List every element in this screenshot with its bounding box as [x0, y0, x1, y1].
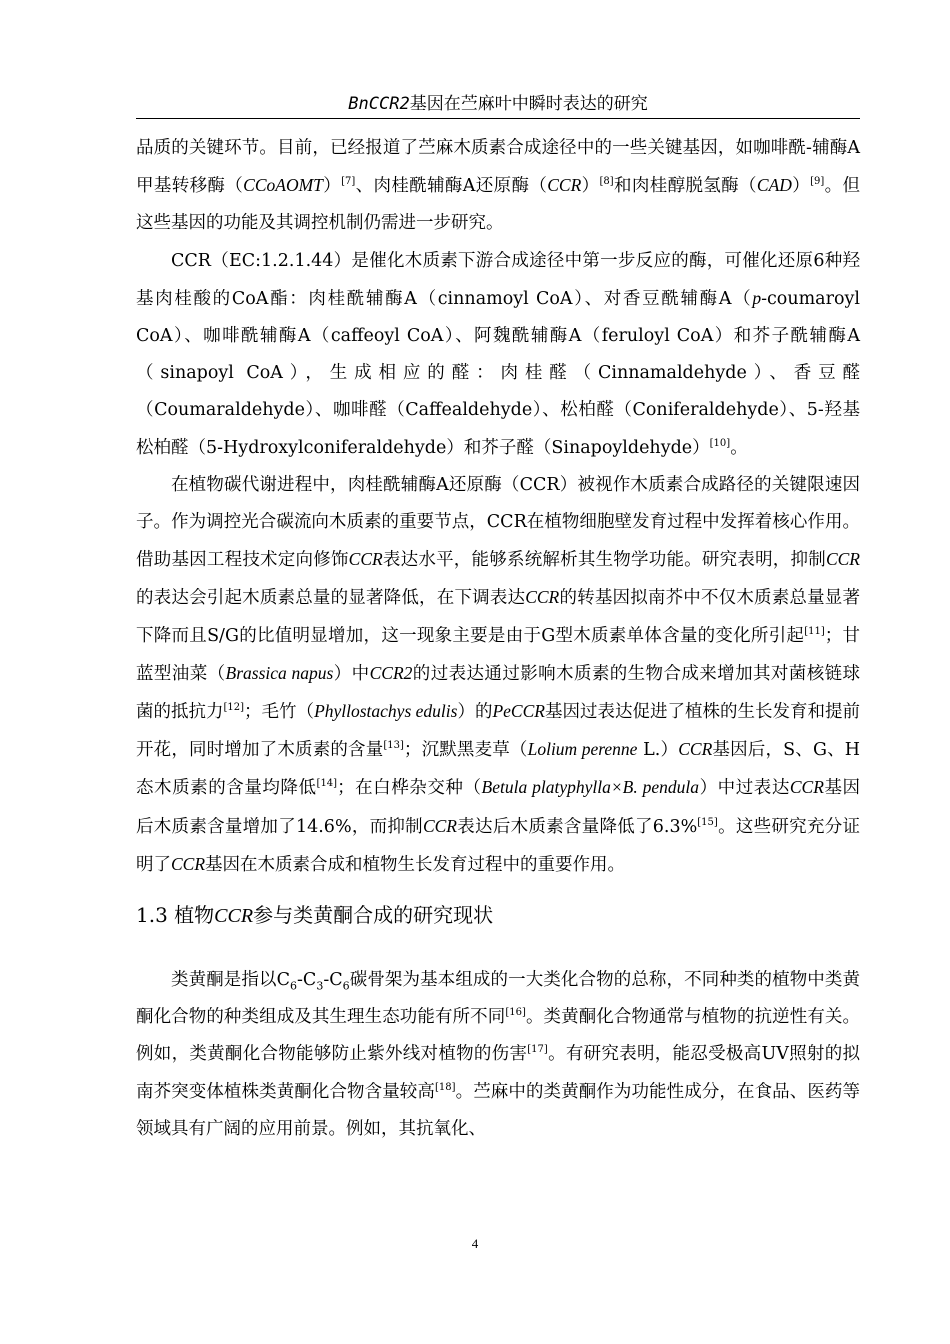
- subscript: 6: [342, 979, 350, 993]
- italic-text: p: [752, 287, 762, 308]
- text: ）的: [457, 702, 493, 723]
- paragraph-2: [136, 243, 860, 467]
- paragraph-1: [136, 130, 860, 243]
- text: 碳骨架为基本组成的一大类化合物的总称，不同种类的植物中类黄酮化合物的种类组成及其生理生态功能有所不同: [136, 970, 861, 1028]
- text: 。有研究表明，能忍受极高UV照射的拟南芥突变体植株类黄酮化合物含量较高: [136, 1044, 860, 1102]
- text: 。: [730, 437, 748, 458]
- text: ）: [581, 176, 600, 197]
- header-title: 基因在苎麻叶中瞬时表达的研究: [409, 94, 648, 114]
- text: 表达后木质素含量降低了6.3%: [457, 816, 698, 837]
- text: 。但这些基因的功能及其调控机制仍需进一步研究。: [136, 176, 861, 234]
- gene-name: CCR: [214, 905, 254, 928]
- species-name: Lolium perenne: [527, 739, 638, 760]
- gene-name: CCR: [422, 815, 457, 836]
- text: ；毛竹（: [244, 702, 315, 723]
- paragraph-3: [136, 467, 860, 884]
- text: 、肉桂酰辅酶A还原酶（: [355, 176, 548, 197]
- section-heading: [136, 900, 860, 962]
- text: 的过表达通过影响木质素的生物合成来增加其对菌核链球菌的抵抗力: [136, 663, 861, 723]
- header-gene-name: BnCCR2: [348, 94, 410, 114]
- citation: [14]: [316, 778, 338, 790]
- gene-name: CCR: [825, 549, 860, 570]
- gene-name: CCoAOMT: [243, 175, 323, 196]
- text: -coumaroyl CoA）、咖啡酰辅酶A（caffeoyl CoA）、阿魏酰辅酶A（feruloyl CoA）和芥子酰辅酶A（sinapoyl CoA），生成相应的醛：肉桂醛（Cinnamaldehyde）、香豆醛（Coumaraldehyde）、咖啡醛（Caffealdehyde）、松柏醛（Coniferaldehyde）、5-羟基松柏醛（5-Hydroxylconiferaldehyde）和芥子醛（Sinapoyldehyde）: [136, 288, 860, 458]
- page-body: [136, 130, 860, 1148]
- text: 表达水平，能够系统解析其生物学功能。研究表明，抑制: [382, 550, 826, 571]
- citation: [18]: [434, 1081, 456, 1093]
- species-name: Brassica napus: [225, 662, 334, 683]
- citation: [8]: [599, 176, 614, 188]
- gene-name: CCR: [348, 549, 383, 570]
- citation: [9]: [810, 176, 825, 188]
- gene-name: CAD: [756, 175, 792, 196]
- text: 在植物碳代谢进程中，肉桂酰辅酶A还原酶（CCR）被视作木质素合成路径的关键限速因子。作为调控光合碳流向木质素的重要节点，CCR在植物细胞壁发育过程中发挥着核心作用。借助基因工程技术定向修饰: [136, 474, 860, 571]
- citation: [10]: [709, 437, 731, 449]
- running-header: [136, 92, 860, 119]
- text: 。类黄酮化合物通常与植物的抗逆性有关。例如，类黄酮化合物能够防止紫外线对植物的伤害: [136, 1007, 861, 1065]
- citation: [11]: [804, 625, 825, 637]
- text: L.）: [637, 740, 679, 761]
- species-name: Betula platyphylla×B. pendula: [481, 777, 700, 798]
- citation: [12]: [223, 702, 245, 714]
- gene-name: CCR: [547, 175, 582, 196]
- text: ）中过表达: [699, 778, 790, 799]
- gene-name: CCR: [789, 777, 824, 798]
- text: ；甘蓝型油菜（: [136, 625, 861, 684]
- paragraph-4: [136, 962, 860, 1148]
- gene-name: CCR: [678, 739, 713, 760]
- citation: [17]: [527, 1044, 548, 1056]
- text: ；在白桦杂交种（: [337, 778, 482, 799]
- text: CCR（EC:1.2.1.44）是催化木质素下游合成途径中第一步反应的酶，可催化还原6种羟基肉桂酸的CoA酯：肉桂酰辅酶A（cinnamoyl CoA）、对香豆酰辅酶A（: [136, 250, 860, 309]
- subscript: 3: [316, 979, 324, 993]
- text: 类黄酮是指以C: [171, 970, 290, 991]
- citation: [16]: [505, 1007, 526, 1019]
- section-title: 参与类黄酮合成的研究现状: [253, 903, 494, 928]
- text: ；沉默黑麦草（: [403, 740, 528, 761]
- citation: [13]: [383, 740, 404, 752]
- page-number: 4: [471, 1236, 479, 1251]
- text: 和肉桂醇脱氢酶（: [613, 176, 757, 197]
- text: 基因在木质素合成和植物生长发育过程中的重要作用。: [205, 854, 626, 875]
- text: 基因过表达促进了植株的生长发育和提前开花，同时增加了木质素的含量: [136, 702, 861, 761]
- text: -C: [297, 970, 317, 991]
- text: 品质的关键环节。目前，已经报道了苎麻木质素合成途径中的一些关键基因，如咖啡酰-辅酶A甲基转移酶（: [136, 138, 860, 197]
- text: ）: [791, 176, 811, 197]
- gene-name: CCR: [171, 853, 206, 874]
- citation: [7]: [341, 176, 356, 188]
- text: 。苎麻中的类黄酮作为功能性成分，在食品、医药等领域具有广阔的应用前景。例如，其抗氧化、: [136, 1081, 861, 1139]
- text: 的表达会引起木质素总量的显著降低，在下调表达: [136, 588, 526, 609]
- gene-name: PeCCR: [492, 701, 545, 722]
- text: ）中: [333, 663, 370, 684]
- text: 的转基因拟南芥中不仅木质素总量显著下降而且S/G的比值明显增加，这一现象主要是由于G型木质素单体含量的变化所引起: [136, 588, 860, 646]
- gene-name: CCR: [525, 587, 560, 608]
- subscript: 6: [290, 979, 297, 993]
- text: 基因后，S、G、H态木质素的含量均降低: [136, 740, 861, 799]
- section-number: 1.3 植物: [136, 903, 215, 928]
- text: 基因后木质素含量增加了14.6%，而抑制: [136, 778, 861, 837]
- gene-name: CCR2: [369, 662, 413, 683]
- text: 。这些研究充分证明了: [136, 816, 860, 875]
- citation: [15]: [697, 816, 718, 828]
- text: -C: [323, 970, 343, 991]
- text: ）: [322, 176, 342, 197]
- species-name: Phyllostachys edulis: [314, 701, 458, 722]
